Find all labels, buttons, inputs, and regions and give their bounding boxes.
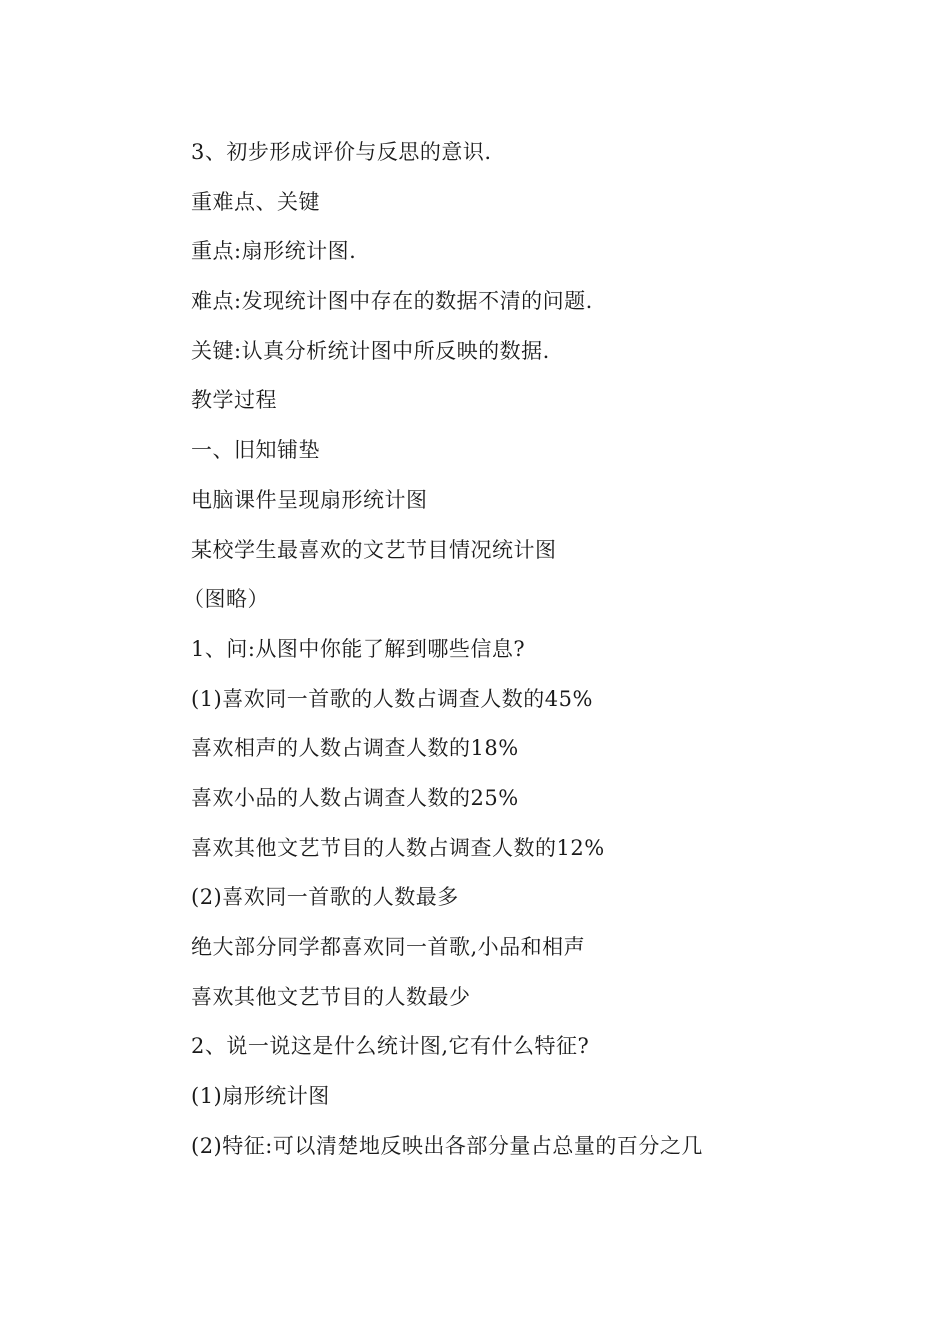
answer-line: (1)喜欢同一首歌的人数占调查人数的45%: [191, 686, 593, 711]
chart-title-line: 某校学生最喜欢的文艺节目情况统计图: [191, 537, 557, 562]
answer-line: 喜欢其他文艺节目的人数最少: [191, 984, 471, 1009]
objective-line: 3、初步形成评价与反思的意识.: [191, 140, 492, 164]
figure-omitted-note: （图略）: [183, 587, 269, 612]
difficulty-line: 难点:发现统计图中存在的数据不清的问题.: [191, 289, 593, 314]
answer-line: (2)喜欢同一首歌的人数最多: [191, 885, 459, 910]
question-line: 2、说一说这是什么统计图,它有什么特征?: [191, 1034, 590, 1059]
document-body: [183, 136, 891, 1179]
paragraph-line: 电脑课件呈现扇形统计图: [191, 487, 428, 512]
subsection-heading: 一、旧知铺垫: [191, 438, 320, 463]
answer-line: 绝大部分同学都喜欢同一首歌,小品和相声: [191, 935, 586, 959]
answer-line: 喜欢相声的人数占调查人数的18%: [191, 736, 519, 761]
question-line: 1、问:从图中你能了解到哪些信息?: [191, 636, 526, 661]
answer-line: (1)扇形统计图: [191, 1084, 330, 1109]
answer-line: 喜欢小品的人数占调查人数的25%: [191, 785, 519, 810]
section-heading: 教学过程: [191, 388, 277, 413]
key-point-line: 重点:扇形统计图.: [191, 239, 357, 264]
key-line: 关键:认真分析统计图中所反映的数据.: [191, 338, 550, 363]
answer-line: (2)特征:可以清楚地反映出各部分量占总量的百分之几: [191, 1133, 703, 1158]
section-heading: 重难点、关键: [191, 189, 320, 214]
answer-line: 喜欢其他文艺节目的人数占调查人数的12%: [191, 835, 605, 860]
